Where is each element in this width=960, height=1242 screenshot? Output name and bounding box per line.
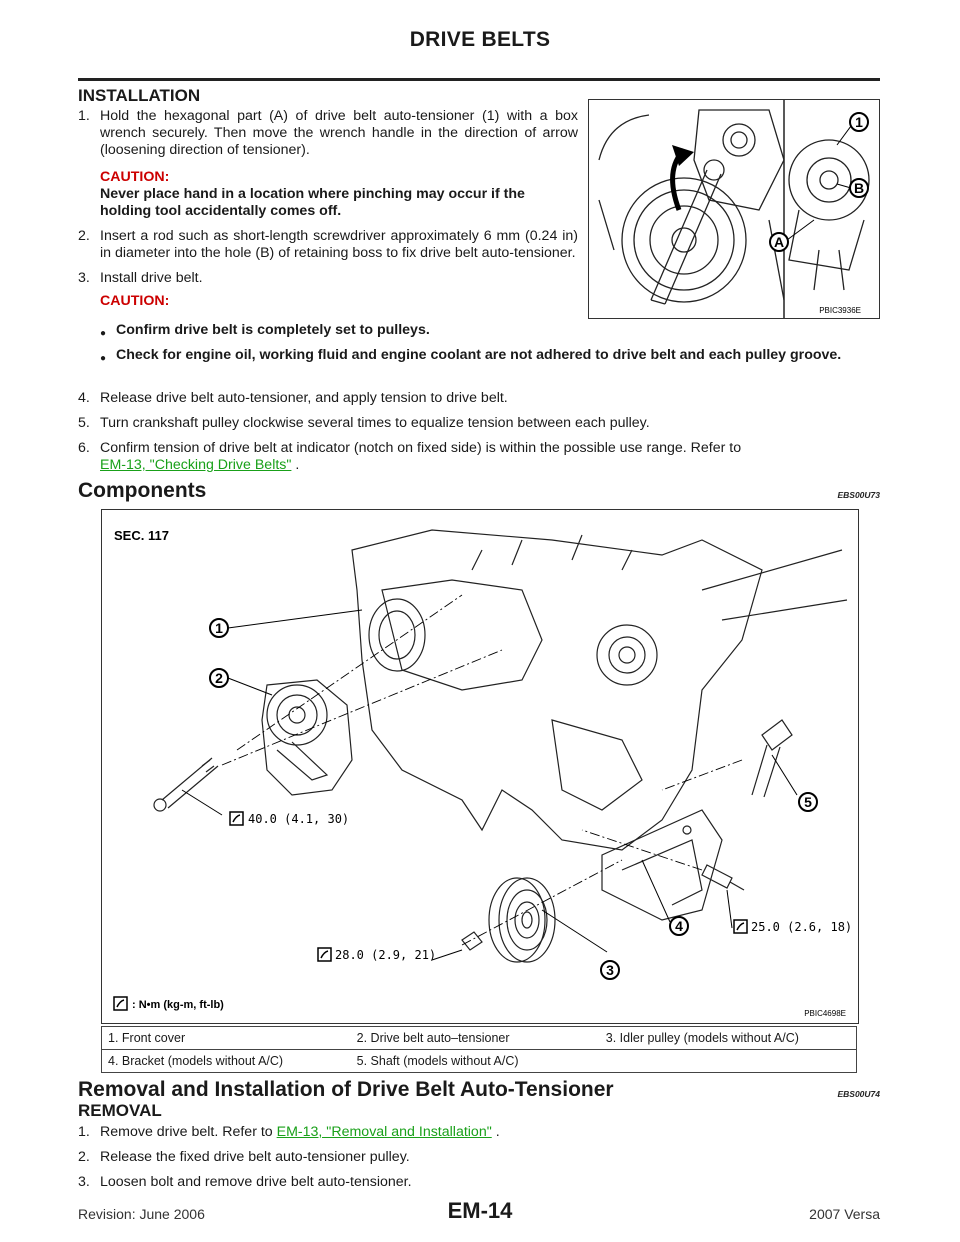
torque-value-25: 25.0 (2.6, 18) (751, 920, 853, 934)
figure-code: PBIC4698E (804, 1009, 846, 1018)
callout-A: A (773, 234, 785, 250)
removal-heading: REMOVAL (78, 1101, 162, 1120)
step-2-text: Insert a rod such as short-length screwdriver approximately 6 mm (0.24 in) in diameter into the hole (B) of retaining boss to fix drive belt auto-tensioner. (100, 228, 578, 261)
torque-icon (318, 948, 331, 961)
components-figure (101, 509, 859, 1024)
removal-step-3-text: Loosen bolt and remove drive belt auto-tensioner. (100, 1174, 412, 1190)
torque-value-28: 28.0 (2.9, 21) (335, 948, 437, 962)
removal-installation-code: EBS00U74 (837, 1089, 880, 1099)
legend-item: 4. Bracket (models without A/C) (102, 1050, 351, 1073)
torque-icon (734, 920, 747, 933)
step-number: 1. (78, 108, 90, 124)
callout-4: 4 (675, 918, 683, 934)
legend-item: 5. Shaft (models without A/C) (351, 1050, 600, 1073)
torque-icon (114, 997, 127, 1010)
step-number: 3. (78, 270, 90, 286)
components-illustration (102, 510, 858, 1023)
removal-step-1-suffix: . (491, 1124, 500, 1140)
step-6-suffix: . (291, 457, 300, 473)
header-rule (78, 78, 880, 81)
removal-installation-heading: Removal and Installation of Drive Belt Auto-Tensioner (78, 1078, 614, 1101)
page-title: DRIVE BELTS (409, 28, 551, 51)
bullet-icon: ● (100, 353, 107, 364)
installation-steps-top (78, 108, 578, 310)
installation-steps-bottom (78, 390, 880, 474)
caution-bullet-1: Confirm drive belt is completely set to pulleys. (116, 322, 430, 338)
caution-label: CAUTION: (100, 293, 170, 309)
step-3-text: Install drive belt. (100, 270, 203, 286)
callout-2: 2 (215, 670, 223, 686)
step-6-text: Confirm tension of drive belt at indicator (notch on fixed side) is within the possible use range. Refer to (100, 440, 742, 456)
step-number: 2. (78, 1149, 90, 1165)
figure-code: PBIC3936E (819, 306, 861, 315)
callout-B: B (853, 180, 865, 196)
caution-bullet-2: Check for engine oil, working fluid and engine coolant are not adhered to drive belt and each pulley groove. (116, 347, 842, 363)
torque-value-40: 40.0 (4.1, 30) (248, 812, 350, 826)
caution-text: Never place hand in a location where pinching may occur if the holding tool accidentally comes off. (100, 186, 525, 219)
bullet-icon: ● (100, 328, 107, 339)
callout-1: 1 (855, 114, 863, 130)
footer-model: 2007 Versa (809, 1206, 880, 1222)
installation-figure (588, 99, 880, 319)
removal-step-1-text: Remove drive belt. Refer to (100, 1124, 277, 1140)
section-label: SEC. 117 (114, 528, 169, 543)
components-heading: Components (78, 479, 207, 502)
page-code: EM-14 (447, 1198, 513, 1223)
removal-step-2-text: Release the fixed drive belt auto-tensioner pulley. (100, 1149, 410, 1165)
torque-icon (230, 812, 243, 825)
step-number: 6. (78, 440, 90, 456)
legend-row (102, 1050, 857, 1073)
step-5-text: Turn crankshaft pulley clockwise several times to equalize tension between each pulley. (100, 415, 650, 431)
legend-item (600, 1050, 857, 1073)
footer-revision: Revision: June 2006 (78, 1206, 205, 1222)
step-4-text: Release drive belt auto-tensioner, and apply tension to drive belt. (100, 390, 508, 406)
torque-units: : N•m (kg-m, ft-lb) (132, 999, 224, 1011)
removal-steps (78, 1124, 880, 1191)
caution-bullets (100, 322, 880, 364)
callout-1: 1 (215, 620, 223, 636)
legend-item: 1. Front cover (108, 1031, 186, 1045)
components-legend (101, 1026, 857, 1073)
installation-illustration (589, 100, 879, 318)
step-number: 3. (78, 1174, 90, 1190)
legend-item: 2. Drive belt auto–tensioner (356, 1031, 510, 1045)
step-number: 1. (78, 1124, 90, 1140)
link-removal-and-installation[interactable]: EM-13, "Removal and Installation" (276, 1124, 492, 1140)
step-number: 2. (78, 228, 90, 244)
link-checking-drive-belts[interactable]: EM-13, "Checking Drive Belts" (100, 457, 292, 473)
installation-heading: INSTALLATION (78, 86, 201, 105)
callout-5: 5 (804, 794, 812, 810)
step-1-text: Hold the hexagonal part (A) of drive belt auto-tensioner (1) with a box wrench securely. Then move the wrench handle in the direction of arrow (loosening direction of tensioner). (100, 108, 578, 158)
caution-label: CAUTION: (100, 169, 170, 185)
legend-row (102, 1027, 857, 1050)
callout-3: 3 (606, 962, 614, 978)
components-code: EBS00U73 (837, 490, 880, 500)
legend-item: 3. Idler pulley (models without A/C) (605, 1031, 799, 1045)
step-number: 5. (78, 415, 90, 431)
step-number: 4. (78, 390, 90, 406)
